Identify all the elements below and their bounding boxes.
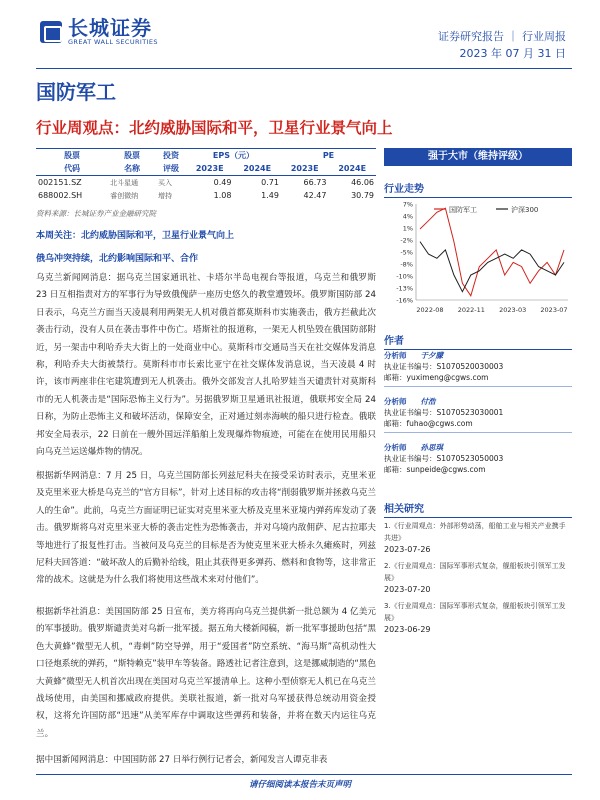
cell-pe24: 30.79 — [351, 191, 374, 200]
cell-pe24: 46.06 — [351, 178, 374, 187]
th-code-2: 代码 — [36, 162, 108, 176]
cell-rating: 增持 — [158, 191, 173, 200]
logo-text-cn: 长城证券 — [68, 16, 152, 40]
company-logo — [40, 18, 158, 46]
body-paragraph-1: 乌克兰新闻网消息：据乌克兰国家通讯社、卡塔尔半岛电视台等报道，乌克兰和俄罗斯 23 日互相指责对方的军事行为导致俄傀萨一座历史悠久的教堂遭毁坏。俄罗斯国防部 24 日表示，乌克兰方面当天凌晨利用两架无人机对俄首都莫斯科市实施袭击，俄方拦截此次袭击行动，没有人员在袭击事件中伤亡。塔斯社的报道称，一架无人机坠毁在俄国防部附近，另一架击中利哈乔夫大街上的一处商业中心。莫斯科市交通局当天在社交媒体发消息称，利哈乔夫大街被禁行。莫斯科市市长索比亚宁在社交媒体发消息说，当天凌晨 4 时许，该市两座非住宅建筑遭到无人机袭击。俄外交部发言人扎哈罗娃当天谴责针对莫斯科市的无人机袭击是“国际恐怖主义行为”。另据俄罗斯卫星通讯社报道，俄联邦安全局 24 日称，为防止恐怖主义和破坏活动，保障安全，正对通过刻赤海峡的船只进行检查。俄联邦安全局表示，22 日前在一艘外国远洋船舶上发现爆炸物痕迹，可能在在使用民用船只向乌克兰运送爆炸物的情况。 — [36, 273, 376, 458]
related-research-date: 2023-07-26 — [384, 545, 431, 554]
th-eps: EPS（元） — [212, 151, 254, 160]
y-tick-label: 7% — [402, 200, 413, 209]
y-tick-label: 1% — [402, 224, 413, 233]
related-research-text: 2.《行业周观点：国际军事形式复杂，舰船板块引领军工发展》 — [384, 562, 566, 582]
x-tick-label: 2023-07 — [540, 306, 568, 314]
analyst-card — [384, 442, 572, 475]
analyst-role: 分析师 于夕朦 — [384, 351, 443, 360]
logo-text-en: GREAT WALL SECURITIES — [68, 38, 158, 46]
table-header-row — [36, 162, 376, 176]
th-eps-2023: 2023E — [186, 162, 234, 176]
th-pe: PE — [322, 151, 335, 160]
legend-label-defense: 国防军工 — [449, 206, 477, 214]
y-tick-label: -8% — [400, 260, 413, 269]
cell-pe23: 66.73 — [303, 178, 327, 187]
report-headline: 行业周观点：北约威胁国际和平，卫星行业景气向上 — [36, 119, 393, 137]
y-tick-label: -16% — [396, 296, 413, 305]
cell-rating: 买入 — [158, 178, 173, 187]
authors-title: 作者 — [384, 332, 572, 350]
table-header-row — [36, 149, 376, 163]
x-tick-label: 2023-03 — [499, 306, 527, 314]
legend-label-hs300: 沪深300 — [511, 206, 539, 214]
analyst-card — [384, 396, 572, 433]
analyst-cert: 执业证书编号：S1070520030003 — [384, 362, 504, 371]
analyst-role: 分析师 付浩 — [384, 397, 436, 406]
related-research-date: 2023-06-29 — [384, 625, 431, 634]
related-research-item — [384, 600, 572, 636]
analyst-cert: 执业证书编号：S1070523050003 — [384, 454, 504, 463]
logo-mark-icon — [40, 21, 62, 43]
weekly-focus: 本周关注：北约威胁国际和平，卫星行业景气向上 — [36, 231, 235, 241]
analyst-name: 孙思琪 — [420, 443, 443, 452]
y-tick-label: -5% — [400, 248, 413, 257]
footer-divider — [36, 774, 572, 775]
body-paragraph-2: 根据新华网消息：7 月 25 日，乌克兰国防部长列兹尼科夫在接受采访时表示，克里米亚及克里米亚大桥是乌克兰的“官方目标”，针对上述目标的攻击将“削弱俄罗斯并拯救乌克兰人的生命”。此前，乌克兰方面证明已证实对克里米亚大桥及克里米亚境内弹药库发动了袭击。俄罗斯将乌对克里米亚大桥的袭击定性为恐怖袭击，并对乌境内敌佣萨、尼古拉耶夫等地进行了报复性打击。当被问及乌克兰的目标是否为使克里米亚大桥永久瘫痪时，列兹尼科夫回答道：“破坏敌人的后勤补给线，阻止其获得更多弹药、燃料和食物等，这非常正常的战术。这就是为什么我们将使用这些战术来对付他们”。 — [36, 471, 376, 586]
y-tick-label: 4% — [402, 212, 413, 221]
related-research-text: 1.《行业周观点：外部形势动荡，船舶工业与相关产业携手共进》 — [384, 522, 566, 542]
header-meta — [438, 28, 566, 62]
body-paragraph-3: 根据新华社消息：美国国防部 25 日宣布，美方将再向乌克兰提供新一批总额为 4 亿美元的军事援助。俄罗斯谴责美对乌新一批军援。据五角大楼新闻稿，新一批军事援助包括“黑色大黄蜂”微型无人机，“毒刺”防空导弹，用于“爱国者”防空系统、“海马斯”高机动性大口径炮系统的弹药，“斯特赖克”装甲车等装备。路透社记者注意到，这是挪威制造的“黑色大黄蜂”微型无人机首次出现在美国对乌克兰军援清单上。这种小型侦察无人机已在乌克兰战场使用，由美国和挪威政府提供。美联社报道，新一批对乌军援获得总统动用资金授权，这将允许国防部“迅速”从美军库存中调取这些弹药和装备，并将在数天内运往乌克兰。 — [36, 607, 376, 739]
analyst-name: 于夕朦 — [420, 351, 443, 360]
footer-disclaimer: 请仔细阅读本报告末页声明 — [248, 780, 351, 790]
cell-eps23: 1.08 — [213, 191, 232, 200]
stock-table — [36, 148, 376, 202]
cell-pe23: 42.47 — [303, 191, 327, 200]
analyst-role: 分析师 孙思琪 — [384, 443, 443, 452]
industry-trend-chart — [384, 200, 572, 320]
analyst-email: 邮箱：sunpeide@cgws.com — [384, 465, 486, 474]
cell-name: 睿创微纳 — [110, 191, 139, 200]
th-pe-2024: 2024E — [328, 162, 376, 176]
th-name-2: 名称 — [108, 162, 156, 176]
analyst-cert: 执业证书编号：S1070523030001 — [384, 408, 504, 417]
trend-title: 行业走势 — [384, 180, 572, 198]
analyst-email: 邮箱：fuhao@cgws.com — [384, 419, 473, 428]
th-rating-2: 评级 — [156, 162, 186, 176]
body-paragraph-4: 据中国新闻网消息：中国国防部 27 日举行例行记者会，新闻发言人谭克非表 — [36, 755, 328, 765]
section-subheading: 俄乌冲突持续，北约影响国际和平、合作 — [36, 254, 199, 264]
th-rating: 投资 — [162, 151, 179, 160]
th-name: 股票 — [124, 151, 141, 160]
y-tick-label: -2% — [400, 236, 413, 245]
cell-eps23: 0.49 — [213, 178, 232, 187]
related-research-item — [384, 560, 572, 596]
analyst-name: 付浩 — [420, 397, 436, 406]
report-type: 证券研究报告 ｜ 行业周报 — [438, 30, 566, 43]
table-row — [36, 189, 376, 202]
series-line-defense — [420, 208, 564, 296]
th-eps-2024: 2024E — [233, 162, 281, 176]
related-research-date: 2023-07-20 — [384, 585, 431, 594]
cell-eps24: 0.71 — [261, 178, 279, 187]
analyst-card — [384, 350, 572, 387]
cell-code: 688002.SH — [38, 191, 83, 200]
y-tick-label: -10% — [396, 272, 413, 281]
table-row — [36, 176, 376, 190]
sector-title: 国防军工 — [36, 80, 116, 104]
x-tick-label: 2022-08 — [416, 306, 444, 314]
cell-name: 北斗星通 — [110, 178, 139, 187]
related-research-title: 相关研究 — [384, 500, 572, 518]
th-pe-2023: 2023E — [281, 162, 329, 176]
cell-code: 002151.SZ — [38, 178, 82, 187]
cell-eps24: 1.49 — [261, 191, 279, 200]
table-source: 资料来源：长城证券产业金融研究院 — [36, 209, 156, 218]
y-tick-label: -13% — [396, 284, 413, 293]
related-research-text: 3.《行业周观点：国际军事形式复杂，舰船板块引领军工发展》 — [384, 602, 566, 622]
header-divider — [36, 68, 572, 69]
rating-badge: 强于大市（维持评级） — [384, 148, 572, 166]
analyst-email: 邮箱：yuximeng@cgws.com — [384, 373, 489, 382]
th-code: 股票 — [64, 151, 81, 160]
related-research-item — [384, 520, 572, 556]
x-tick-label: 2022-11 — [457, 306, 485, 314]
report-date: 2023 年 07 月 31 日 — [459, 47, 566, 60]
